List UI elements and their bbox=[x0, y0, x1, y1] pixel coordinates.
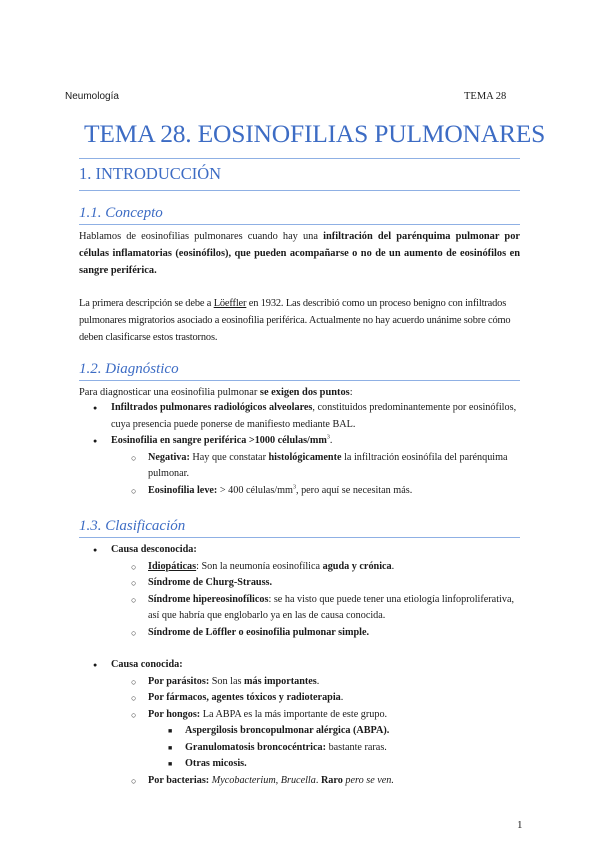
otras-micosis-label: Otras micosis. bbox=[185, 758, 247, 769]
causa-conocida-label: Causa conocida: bbox=[111, 659, 183, 670]
list-item-churg-strauss bbox=[79, 575, 523, 592]
eosinofilia-leve-rest: , pero aquí se necesitan más. bbox=[295, 484, 413, 496]
parasitos-bold: más importantes bbox=[244, 675, 317, 687]
section-heading-introduccion: 1. INTRODUCCIÓN bbox=[79, 164, 222, 183]
paragraph-concepto-historia bbox=[79, 295, 520, 346]
list-item-eosinofilia-sangre bbox=[79, 433, 521, 450]
eosinofilia-sangre-period: . bbox=[329, 435, 333, 446]
list-item-hipereosinofilicos bbox=[79, 592, 523, 625]
negativa-label: Negativa: bbox=[148, 451, 190, 463]
list-item-causa-desconocida bbox=[79, 542, 521, 559]
concepto-historia-rest: en 1932. Las describió como un proceso benigno con infiltrados pulmonares migratorios asociado a eosinofilia periférica. Actualmente no hay acuerdo unánime sobre cómo deben clasificarse estos trastornos. bbox=[79, 298, 511, 343]
concepto-definicion-text: Hablamos de eosinofilias pulmonares cuando hay una bbox=[79, 231, 324, 242]
list-item-infiltrados bbox=[79, 400, 521, 433]
paragraph-diagnostico-intro bbox=[79, 384, 520, 401]
causa-desconocida-label: Causa desconocida: bbox=[111, 544, 197, 555]
negativa-rest: la infiltración eosinófila del parénquima pulmonar. bbox=[148, 451, 508, 479]
idiopaticas-label: Idiopáticas bbox=[148, 560, 197, 572]
parasitos-label: Por parásitos: bbox=[148, 675, 210, 687]
list-item-otras-micosis bbox=[79, 756, 525, 773]
hipereosinofilicos-text: : se ha visto que puede tener una etiología linfoproliferativa, así que habría que englobarlo ya en las de causa conocida. bbox=[148, 593, 515, 621]
eosinofilia-leve-text: > 400 células/mm bbox=[217, 484, 293, 496]
list-item-idiopaticas bbox=[79, 559, 523, 576]
subsection-heading-concepto: 1.1. Concepto bbox=[79, 205, 163, 221]
list-item-granulomatosis bbox=[79, 740, 525, 757]
subsection-underline-diagnostico bbox=[79, 380, 520, 381]
subsection-heading-diagnostico: 1.2. Diagnóstico bbox=[79, 361, 179, 377]
list-item-bacterias bbox=[79, 773, 523, 790]
document-title: TEMA 28. EOSINOFILIAS PULMONARES bbox=[84, 119, 546, 148]
hongos-label: Por hongos: bbox=[148, 708, 201, 720]
diagnostico-intro-colon: : bbox=[349, 387, 353, 398]
list-item-causa-conocida bbox=[79, 657, 521, 674]
list-item-eosinofilia-leve bbox=[79, 483, 523, 500]
subsection-underline-clasificacion bbox=[79, 537, 520, 538]
section-underline bbox=[79, 190, 520, 191]
churg-strauss-label: Síndrome de Churg-Strauss. bbox=[148, 577, 273, 588]
negativa-bold: histológicamente bbox=[268, 451, 342, 463]
concepto-historia-text: La primera descripción se debe a bbox=[79, 298, 214, 309]
hipereosinofilicos-label: Síndrome hipereosinofílicos bbox=[148, 593, 269, 605]
infiltrados-bold: Infiltrados pulmonares radiológicos alveolares bbox=[111, 402, 313, 413]
bacterias-label: Por bacterias: bbox=[148, 774, 210, 786]
granulomatosis-text: bastante raras. bbox=[326, 741, 387, 753]
diagnostico-intro-text: Para diagnosticar una eosinofilia pulmonar bbox=[79, 387, 260, 398]
farmacos-period: . bbox=[340, 692, 344, 703]
superscript: 3 bbox=[326, 434, 330, 441]
abpa-label: Aspergilosis broncopulmonar alérgica (ABPA). bbox=[185, 725, 390, 736]
idiopaticas-period: . bbox=[391, 560, 395, 572]
loffler-label: Síndrome de Löffler o eosinofilia pulmonar simple. bbox=[148, 626, 370, 638]
bacterias-raro: Raro bbox=[320, 774, 343, 786]
idiopaticas-bold: aguda y crónica bbox=[322, 560, 392, 572]
eosinofilia-sangre-bold: Eosinofilia en sangre periférica >1000 células/mm bbox=[111, 435, 327, 446]
parasitos-period: . bbox=[316, 675, 320, 687]
granulomatosis-label: Granulomatosis broncocéntrica: bbox=[185, 741, 327, 753]
list-item-hongos bbox=[79, 707, 523, 724]
list-item-loffler bbox=[79, 625, 523, 642]
bacterias-rest: pero se ven. bbox=[345, 774, 394, 786]
idiopaticas-text: : Son la neumonía eosinofílica bbox=[196, 560, 323, 572]
diagnostico-criteria-list bbox=[79, 400, 523, 499]
parasitos-text: Son las bbox=[209, 675, 245, 687]
subsection-underline-concepto bbox=[79, 224, 520, 225]
diagnostico-intro-bold: se exigen dos puntos bbox=[259, 387, 350, 398]
concepto-definicion-bold: infiltración del parénquima pulmonar por células inflamatorias (eosinófilos), que pueden acompañarse o no de un aumento de eosinófilos en sangre periférica. bbox=[79, 231, 520, 276]
clasificacion-list bbox=[79, 542, 525, 789]
loeffler-name: Löeffler bbox=[213, 298, 247, 309]
bacterias-species: Mycobacterium, Brucella bbox=[211, 774, 316, 786]
hongos-text: La ABPA es la más importante de este grupo. bbox=[200, 708, 388, 720]
running-header-topic: TEMA 28 bbox=[464, 91, 507, 102]
title-underline bbox=[79, 158, 520, 159]
list-item-farmacos bbox=[79, 690, 523, 707]
running-header-subject: Neumología bbox=[65, 91, 119, 102]
bacterias-sep: . bbox=[315, 774, 321, 786]
infiltrados-text: , constituidos predominantemente por eosinófilos, cuya presencia puede ponerse de manifiesto mediante BAL. bbox=[111, 402, 517, 430]
list-item-negativa bbox=[79, 450, 523, 483]
superscript: 3 bbox=[292, 484, 296, 491]
farmacos-label: Por fármacos, agentes tóxicos y radioterapia bbox=[148, 692, 341, 703]
eosinofilia-leve-label: Eosinofilia leve: bbox=[148, 484, 218, 496]
negativa-text: Hay que constatar bbox=[189, 451, 269, 463]
page-number: 1 bbox=[517, 819, 523, 831]
paragraph-concepto-definicion bbox=[79, 228, 520, 279]
subsection-heading-clasificacion: 1.3. Clasificación bbox=[79, 518, 186, 534]
list-item-abpa bbox=[79, 723, 525, 740]
list-spacer bbox=[79, 641, 525, 657]
list-item-parasitos bbox=[79, 674, 523, 691]
